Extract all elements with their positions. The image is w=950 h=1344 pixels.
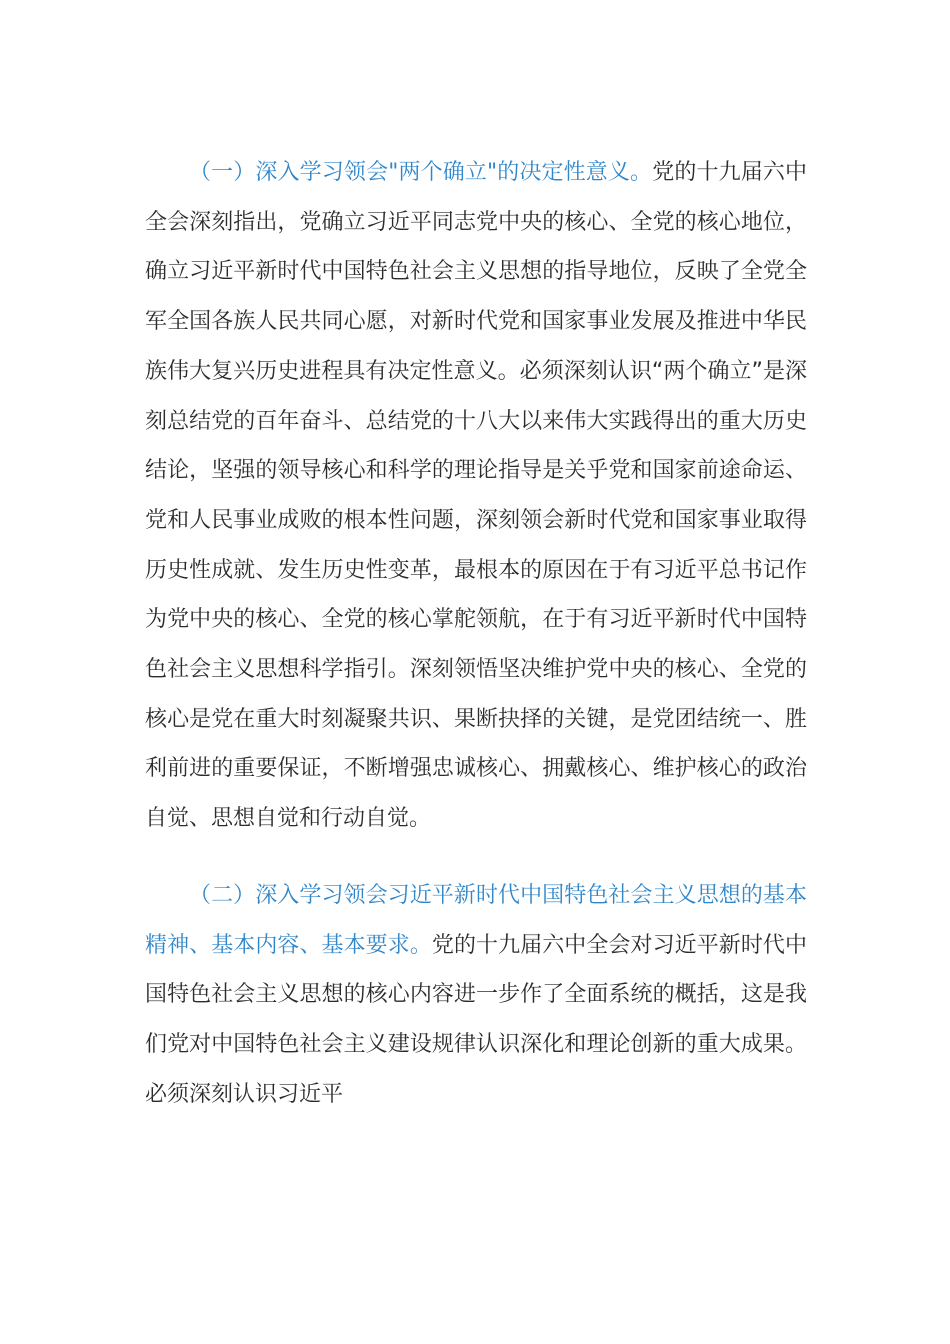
paragraph-1-body: 党的十九届六中全会深刻指出，党确立习近平同志党中央的核心、全党的核心地位，确立习近平新时代中国特色社会主义思想的指导地位，反映了全党全军全国各族人民共同心愿，对新时代党和国家事业发展及推进中华民族伟大复兴历史进程具有决定性意义。必须深刻认识“两个确立”是深刻总结党的百年奋斗、总结党的十八大以来伟大实践得出的重大历史结论，坚强的领导核心和科学的理论指导是关乎党和国家前途命运、党和人民事业成败的根本性问题，深刻领会新时代党和国家事业取得历史性成就、发生历史性变革，最根本的原因在于有习近平总书记作为党中央的核心、全党的核心掌舵领航，在于有习近平新时代中国特色社会主义思想科学指引。深刻领悟坚决维护党中央的核心、全党的核心是党在重大时刻凝聚共识、果断抉择的关键，是党团结统一、胜利前进的重要保证，不断增强忠诚核心、拥戴核心、维护核心的政治自觉、思想自觉和行动自觉。 [145,160,807,832]
document-page [145,148,807,1119]
paragraph-2 [145,871,807,1120]
paragraph-2-heading: （二）深入学习领会习近平新时代中国特色社会主义思想的基本精神、基本内容、基本要求。 [145,882,807,958]
paragraph-1 [145,148,807,844]
paragraph-2-body: 党的十九届六中全会对习近平新时代中国特色社会主义思想的核心内容进一步作了全面系统的概括，这是我们党对中国特色社会主义建设规律认识深化和理论创新的重大成果。必须深刻认识习近平 [145,932,807,1107]
paragraph-1-heading: （一）深入学习领会"两个确立"的决定性意义。 [189,160,653,185]
